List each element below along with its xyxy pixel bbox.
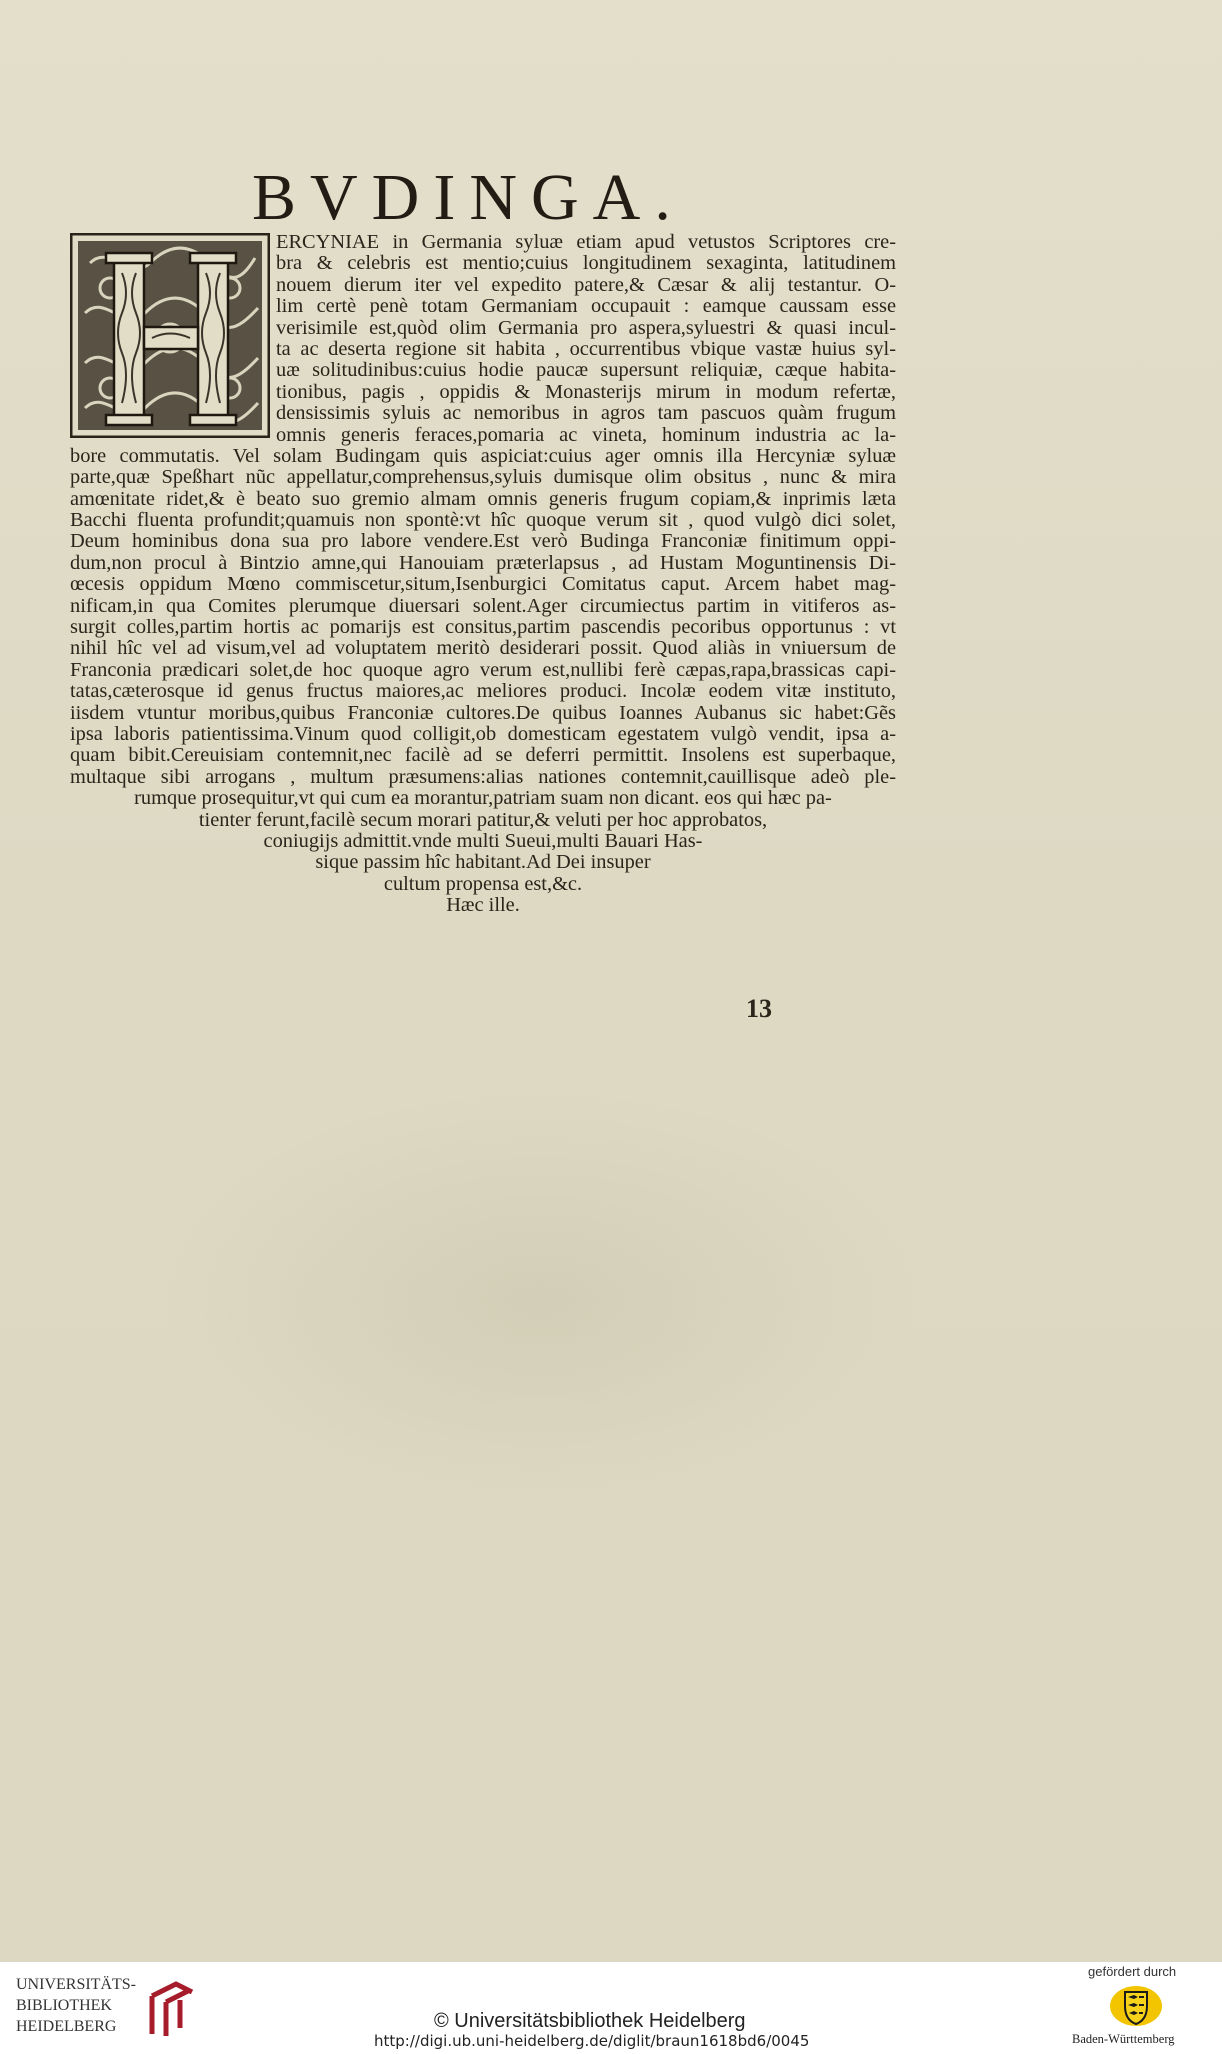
text-line: omnis generis feraces,pomaria ac vineta, hominum industria ac la-: [276, 424, 896, 446]
text-line: densissimis syluis ac nemoribus in agros tam pascuos quàm frugum: [276, 403, 896, 425]
permalink-url[interactable]: http://digi.ub.uni-heidelberg.de/diglit/braun1618bd6/0045: [374, 2032, 810, 2050]
funder-name: Baden-Württemberg: [1072, 2032, 1175, 2046]
library-name-line: HEIDELBERG: [16, 2018, 117, 2035]
text-line: iisdem vtuntur moribus,quibus Franconiæ cultores.De quibus Ioannes Aubanus sic habet:Gẽs: [70, 702, 896, 724]
text-line: uæ solitudinibus:cuius hodie paucæ supersunt reliquiæ, cæque habita-: [276, 360, 896, 382]
text-line: nihil hîc vel ad visum,vel ad voluptatem meritò desiderari possit. Quod aliàs in vniuersum de: [70, 638, 896, 660]
text-line: Bacchi fluenta profundit;quamuis non spontè:vt hîc quoque verum sit , quod vulgò dici solet,: [70, 510, 896, 532]
text-line: œcesis oppidum Mœno commiscetur,situm,Isenburgici Comitatus caput. Arcem habet mag-: [70, 574, 896, 596]
text-line: lim certè penè totam Germaniam occupauit : eamque caussam esse: [276, 296, 896, 318]
text-line: amœnitate ridet,& è beato suo gremio almam omnis generis frugum copiam,& inprimis læta: [70, 488, 896, 510]
body-text: [70, 232, 896, 917]
text-line: surgit colles,partim hortis ac pomarijs est consitus,partim pascendis pecoribus opportunus : vt: [70, 617, 896, 639]
funded-by-label: gefördert durch: [1088, 1964, 1177, 1979]
library-name-line: UNIVERSITÄTS-: [16, 1976, 136, 1993]
text-line: tatas,cæterosque id genus fructus maiores,ac meliores produci. Incolæ eodem vitæ instituto,: [70, 681, 896, 703]
text-line: bore commutatis. Vel solam Budingam quis aspiciat:cuius ager omnis illa Hercyniæ syluæ: [70, 445, 896, 467]
baden-wuerttemberg-coat-of-arms-icon: [1108, 1984, 1164, 2028]
text-line: sique passim hîc habitant.Ad Dei insuper: [315, 852, 651, 874]
text-line: ta ac deserta regione sit habita , occurrentibus vbique vastæ huius syl-: [276, 338, 896, 360]
text-line: cultum propensa est,&c.: [383, 873, 583, 895]
text-line: rumque prosequitur,vt qui cum ea morantur,patriam suam non dicant. eos qui hæc pa-: [134, 788, 832, 810]
text-line: coniugijs admittit.vnde multi Sueui,multi Bauari Has-: [263, 830, 703, 852]
copyright-text: © Universitätsbibliothek Heidelberg: [434, 2010, 746, 2032]
text-line: parte,quæ Speßhart nũc appellatur,comprehensus,syluis dumisque olim obsitus , nunc & mira: [70, 467, 896, 489]
text-line: verisimile est,quòd olim Germania pro aspera,syluestri & quasi incul-: [276, 317, 896, 339]
text-line: ERCYNIAE in Germania syluæ etiam apud vetustos Scriptores cre-: [276, 232, 896, 253]
text-line: tionibus, pagis , oppidis & Monasterijs mirum in modum refertæ,: [276, 381, 896, 403]
page-title: BVDINGA.: [252, 161, 685, 234]
text-line: quam bibit.Cereuisiam contemnit,nec facilè ad se deferri permittit. Insolens est superbaque,: [70, 745, 896, 767]
text-line: dum,non procul à Bintzio amne,qui Hanouiam præterlapsus , ad Hustam Moguntinensis Di-: [70, 552, 896, 574]
text-line: bra & celebris est mentio;cuius longitudinem sexaginta, latitudinem: [276, 253, 896, 275]
page-number: 13: [746, 994, 772, 1023]
library-logo-icon[interactable]: [146, 1978, 198, 2038]
text-line: multaque sibi arrogans , multum præsumens:alias nationes contemnit,cauillisque adeò ple-: [70, 766, 896, 788]
text-line: tienter ferunt,facilè secum morari patitur,& veluti per hoc approbatos,: [198, 809, 768, 831]
footer-bar: [0, 1962, 1222, 2054]
text-line: Franconia prædicari solet,de hoc quoque agro verum est,nullibi ferè cæpas,rapa,brassicas capi-: [70, 659, 896, 681]
text-line: Hæc ille.: [446, 895, 520, 917]
text-line: nouem dierum iter vel expedito patere,& Cæsar & alij testantur. O-: [276, 274, 896, 296]
paper-stain: [160, 1090, 920, 1510]
text-line: ipsa laboris patientissima.Vinum quod colligit,ob domesticam egestatem vulgò vendit, ipsa a-: [70, 723, 896, 745]
library-name-line: BIBLIOTHEK: [16, 1997, 112, 2014]
text-line: nificam,in qua Comites plerumque diuersari solent.Ager circumiectus partim in vitiferos as-: [70, 595, 896, 617]
text-line: Deum hominibus dona sua pro labore vendere.Est verò Budinga Franconiæ finitimum oppi-: [70, 531, 896, 553]
library-name: [16, 1974, 136, 2037]
